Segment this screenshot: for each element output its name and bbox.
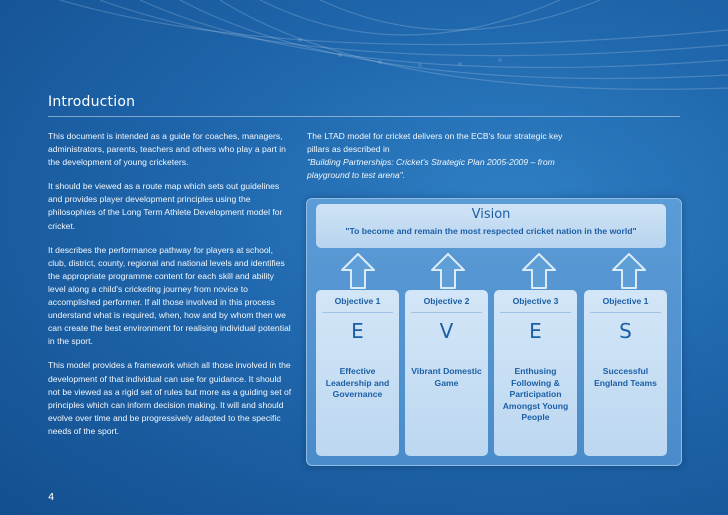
page-number: 4	[48, 492, 55, 503]
pillar-objective-label: Objective 1	[602, 296, 649, 306]
pillar-letter: S	[619, 319, 632, 343]
pillar-divider	[500, 312, 571, 313]
pillar-participation	[494, 290, 577, 456]
vision-title: Vision	[471, 207, 511, 222]
pillar-divider	[411, 312, 482, 313]
vision-box	[316, 204, 666, 248]
pillar-leadership	[316, 290, 399, 456]
paragraph: This model provides a framework which all those involved in the development of that individual can use for guidance. It should not be viewed as a rigid set of rules but more as a guiding set of principles which can inform decision making. It will and should evolve over time and be progressively adapted to the specific needs of the sport.	[48, 360, 292, 436]
pillar-england-teams	[584, 290, 667, 456]
pillar-description: Vibrant Domestic Game	[411, 366, 482, 388]
left-column	[48, 130, 292, 449]
paragraph: It describes the performance pathway for players at school, club, district, county, regional and national levels and identifies the appropriate programme content for each skill and ability level along a child's cricketing journey from novice to accomplished performer. If all those involved in this process understand what is required, when, how and by whom then we can create the best environment for realising individual potential in the sport.	[48, 244, 291, 347]
right-column	[307, 130, 587, 182]
up-arrow-icon	[521, 252, 557, 290]
pillar-divider	[322, 312, 393, 313]
pillar-description: Successful England Teams	[594, 366, 657, 388]
pillar-description: Enthusing Following & Participation Amongst Young People	[502, 366, 569, 422]
pillar-divider	[590, 312, 661, 313]
pillar-letter: E	[529, 319, 542, 343]
up-arrow-icon	[430, 252, 466, 290]
pillar-objective-label: Objective 3	[512, 296, 559, 306]
decorative-ball-graphic	[0, 0, 728, 100]
pillar-domestic-game	[405, 290, 488, 456]
up-arrow-icon	[611, 252, 647, 290]
heading-divider	[48, 116, 680, 117]
pillar-description: Effective Leadership and Governance	[325, 366, 390, 399]
strategic-plan-quote: "Building Partnerships: Cricket's Strategic Plan 2005-2009 – from playground to test arena".	[307, 157, 555, 181]
up-arrow-icon	[340, 252, 376, 290]
pillar-objective-label: Objective 1	[334, 296, 381, 306]
vision-statement: "To become and remain the most respected cricket nation in the world"	[345, 226, 637, 236]
paragraph: This document is intended as a guide for coaches, managers, administrators, parents, teachers and others who play a part in the development of young cricketers.	[48, 131, 286, 168]
pillar-letter: V	[439, 319, 454, 343]
page-heading: Introduction	[48, 94, 136, 110]
right-intro: The LTAD model for cricket delivers on the ECB's four strategic key pillars as described in	[307, 131, 563, 155]
pillar-objective-label: Objective 2	[423, 296, 470, 306]
paragraph: It should be viewed as a route map which sets out guidelines and provides player development principles using the philosophies of the Long Term Athlete Development model for cricket.	[48, 181, 283, 231]
pillar-letter: E	[351, 319, 364, 343]
